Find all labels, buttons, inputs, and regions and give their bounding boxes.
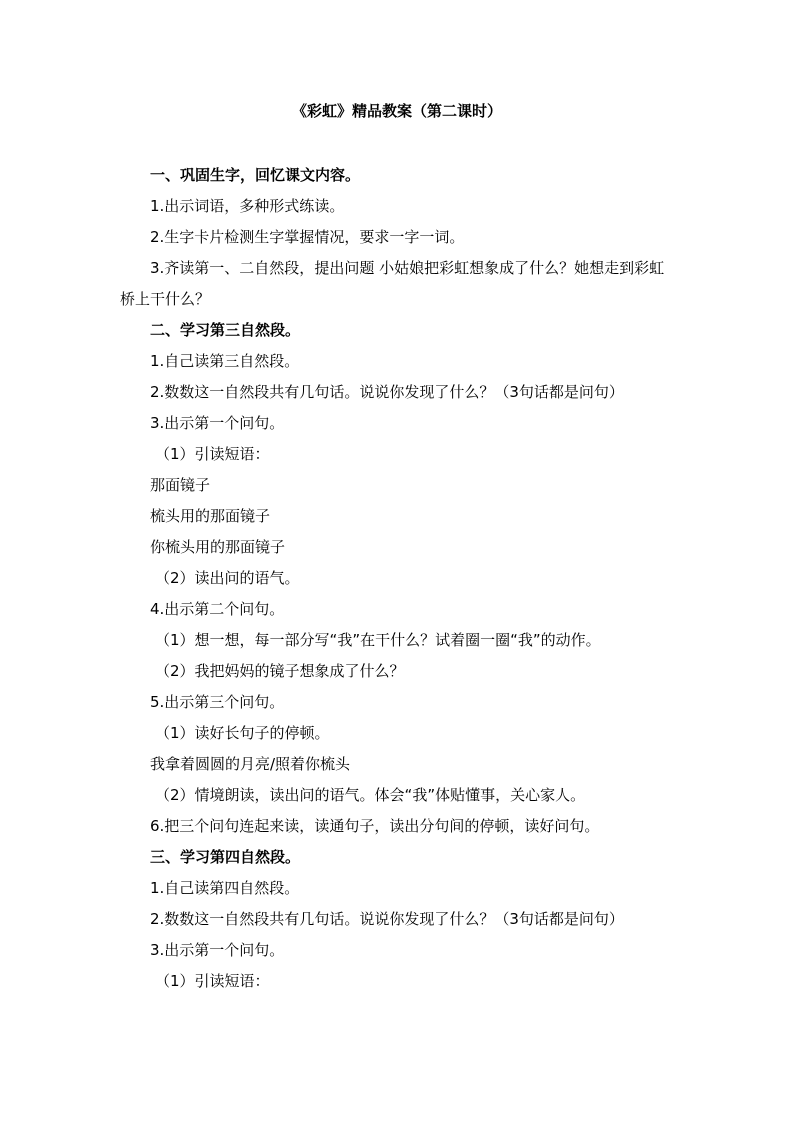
phrase-line: 我拿着圆圆的月亮/照着你梳头 bbox=[150, 755, 351, 773]
paragraph-line: 1.出示词语，多种形式练读。 bbox=[150, 197, 345, 215]
paragraph-line: 3.齐读第一、二自然段，提出问题 小姑娘把彩虹想象成了什么？她想走到彩虹桥上干什么？ bbox=[120, 259, 665, 308]
sub-item-line: （2）我把妈妈的镜子想象成了什么？ bbox=[155, 662, 405, 680]
paragraph-line: 3.出示第一个问句。 bbox=[150, 941, 285, 959]
sub-item-line: （1）想一想，每一部分写“我”在干什么？试着圈一圈“我”的动作。 bbox=[155, 631, 601, 649]
document-title: 《彩虹》精品教案（第二课时） bbox=[291, 102, 502, 120]
sub-item-line: （1）读好长句子的停顿。 bbox=[155, 724, 330, 742]
section-heading-1: 一、巩固生字，回忆课文内容。 bbox=[150, 166, 361, 184]
sub-item-line: （2）读出问的语气。 bbox=[155, 569, 300, 587]
document-body bbox=[120, 160, 675, 997]
phrase-line: 梳头用的那面镜子 bbox=[150, 507, 271, 525]
phrase-line: 你梳头用的那面镜子 bbox=[150, 538, 286, 556]
paragraph-line: 2.数数这一自然段共有几句话。说说你发现了什么？（3句话都是问句） bbox=[150, 910, 624, 928]
section-heading-3: 三、学习第四自然段。 bbox=[150, 848, 301, 866]
paragraph-line: 5.出示第三个问句。 bbox=[150, 693, 285, 711]
paragraph-line: 1.自己读第四自然段。 bbox=[150, 879, 300, 897]
paragraph-line: 2.生字卡片检测生字掌握情况，要求一字一词。 bbox=[150, 228, 465, 246]
paragraph-line: 1.自己读第三自然段。 bbox=[150, 352, 300, 370]
paragraph-line: 6.把三个问句连起来读，读通句子，读出分句间的停顿，读好问句。 bbox=[150, 817, 600, 835]
paragraph-line: 2.数数这一自然段共有几句话。说说你发现了什么？（3句话都是问句） bbox=[150, 383, 624, 401]
sub-item-line: （1）引读短语： bbox=[155, 445, 270, 463]
paragraph-line: 3.出示第一个问句。 bbox=[150, 414, 285, 432]
section-heading-2: 二、学习第三自然段。 bbox=[150, 321, 301, 339]
sub-item-line: （1）引读短语： bbox=[155, 972, 270, 990]
paragraph-line: 4.出示第二个问句。 bbox=[150, 600, 285, 618]
sub-item-line: （2）情境朗读，读出问的语气。体会“我”体贴懂事，关心家人。 bbox=[155, 786, 586, 804]
phrase-line: 那面镜子 bbox=[150, 476, 211, 494]
